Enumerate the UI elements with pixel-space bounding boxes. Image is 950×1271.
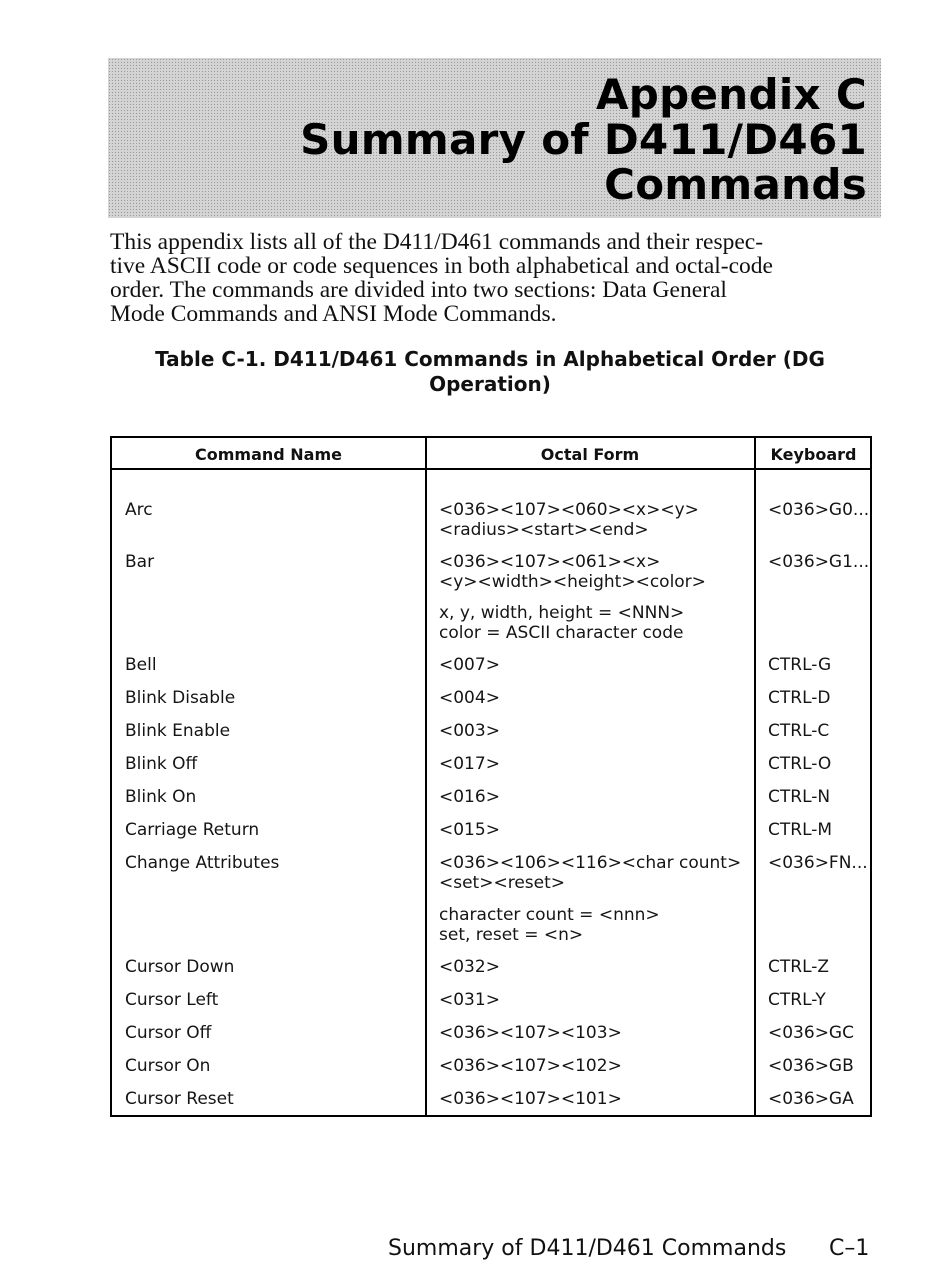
table-cell-octal-form: <036><107><101> [439, 1089, 622, 1109]
intro-line-2: tive ASCII code or code sequences in both alphabetical and octal-code [110, 253, 773, 279]
table-cell-keyboard: CTRL-G [768, 655, 832, 675]
table-cell-octal-form: <003> [439, 721, 500, 741]
appendix-title-line-1: Appendix C [595, 70, 867, 119]
table-cell-octal-form: <017> [439, 754, 500, 774]
table-cell-octal-form: <031> [439, 990, 500, 1010]
column-header-octal-form: Octal Form [540, 445, 640, 464]
table-cell-command-name: Arc [125, 500, 153, 520]
table-cell-command-name: Carriage Return [125, 820, 260, 840]
table-cell-command-name: Cursor On [125, 1056, 211, 1076]
table-cell-command-name: Bell [125, 655, 157, 675]
column-divider [754, 438, 756, 1115]
intro-line-1: This appendix lists all of the D411/D461 commands and their respec- [110, 229, 764, 255]
table-cell-command-name: Bar [125, 552, 155, 572]
table-cell-octal-form: <007> [439, 655, 500, 675]
table-cell-octal-form: <036><107><061><x> [439, 552, 661, 572]
column-divider [425, 438, 427, 1115]
appendix-title [300, 72, 867, 207]
table-cell-command-name: Cursor Off [125, 1023, 212, 1043]
table-cell-keyboard: <036>G1... [768, 552, 870, 572]
column-header-command-name: Command Name [195, 445, 342, 464]
table-cell-command-name: Blink Enable [125, 721, 231, 741]
table-caption-line-1: Table C-1. D411/D461 Commands in Alphabetical Order (DG [155, 347, 825, 371]
table-cell-octal-form: <016> [439, 787, 500, 807]
appendix-header-band [108, 58, 881, 218]
table-cell-command-name: Cursor Left [125, 990, 219, 1010]
table-cell-octal-form-continued: set, reset = <n> [439, 925, 584, 945]
table-cell-octal-form: <036><107><102> [439, 1056, 622, 1076]
table-cell-keyboard: CTRL-M [768, 820, 833, 840]
table-cell-octal-form: character count = <nnn> [439, 905, 660, 925]
table-cell-octal-form-continued: <set><reset> [439, 873, 566, 893]
table-cell-command-name: Cursor Down [125, 957, 235, 977]
appendix-title-line-3: Commands [604, 160, 867, 209]
table-cell-keyboard: CTRL-D [768, 688, 831, 708]
column-header-keyboard: Keyboard [770, 445, 857, 464]
intro-line-3: order. The commands are divided into two sections: Data General [110, 277, 727, 303]
table-cell-octal-form: x, y, width, height = <NNN> [439, 603, 685, 623]
header-divider [112, 468, 870, 470]
table-cell-keyboard: <036>G0... [768, 500, 870, 520]
table-cell-octal-form: <004> [439, 688, 500, 708]
table-cell-keyboard: CTRL-O [768, 754, 832, 774]
table-cell-keyboard: <036>FN... [768, 853, 868, 873]
table-cell-keyboard: <036>GB [768, 1056, 854, 1076]
table-cell-keyboard: <036>GA [768, 1089, 854, 1109]
table-cell-command-name: Blink Off [125, 754, 198, 774]
table-cell-octal-form: <036><107><103> [439, 1023, 622, 1043]
table-cell-octal-form: <015> [439, 820, 500, 840]
footer-page-number: C–1 [829, 1236, 870, 1261]
table-cell-octal-form: <036><107><060><x><y> [439, 500, 699, 520]
table-cell-command-name: Blink On [125, 787, 197, 807]
intro-paragraph [110, 230, 850, 326]
table-cell-keyboard: <036>GC [768, 1023, 854, 1043]
footer-title: Summary of D411/D461 Commands [388, 1236, 787, 1261]
table-caption-line-2: Operation) [429, 372, 551, 396]
table-cell-command-name: Change Attributes [125, 853, 280, 873]
table-cell-octal-form: <036><106><116><char count> [439, 853, 742, 873]
table-cell-keyboard: CTRL-N [768, 787, 831, 807]
table-cell-octal-form-continued: <y><width><height><color> [439, 572, 706, 592]
table-cell-keyboard: CTRL-Z [768, 957, 830, 977]
table-cell-command-name: Cursor Reset [125, 1089, 234, 1109]
appendix-title-line-2: Summary of D411/D461 [300, 115, 867, 164]
table-cell-keyboard: CTRL-Y [768, 990, 826, 1010]
table-caption [110, 347, 870, 397]
table-cell-command-name: Blink Disable [125, 688, 236, 708]
table-cell-octal-form-continued: <radius><start><end> [439, 520, 649, 540]
commands-table [110, 436, 872, 1117]
table-cell-octal-form: <032> [439, 957, 500, 977]
intro-line-4: Mode Commands and ANSI Mode Commands. [110, 301, 557, 327]
table-cell-keyboard: CTRL-C [768, 721, 830, 741]
table-cell-octal-form-continued: color = ASCII character code [439, 623, 684, 643]
